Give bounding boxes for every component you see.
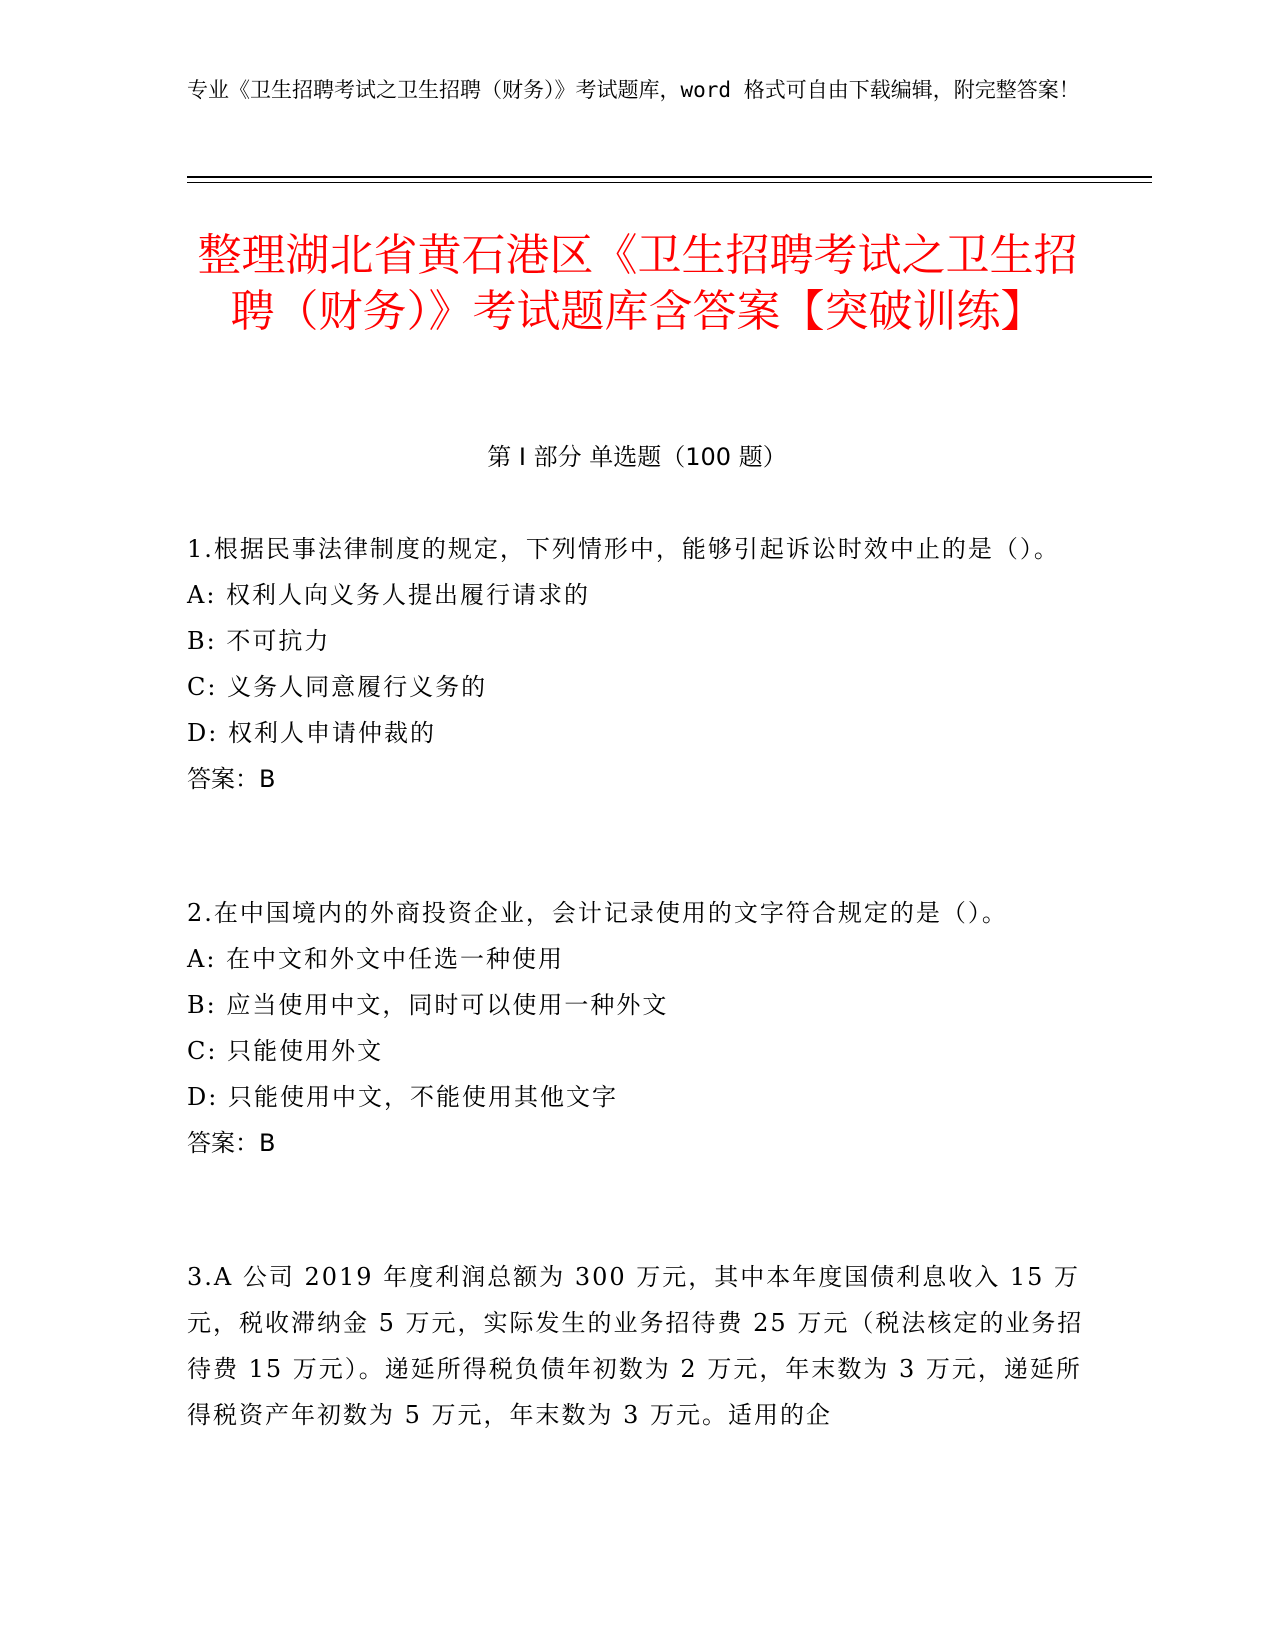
option-d: D: 只能使用中文，不能使用其他文字 [187, 1083, 618, 1111]
option-d: D: 权利人申请仲裁的 [187, 719, 436, 747]
header-divider-thin [187, 182, 1152, 183]
question-stem: 2.在中国境内的外商投资企业，会计记录使用的文字符合规定的是（）。 [187, 899, 1008, 927]
option-a: A: 在中文和外文中任选一种使用 [187, 945, 565, 973]
option-c: C: 义务人同意履行义务的 [187, 673, 488, 701]
question-1 [187, 526, 1087, 802]
option-a: A: 权利人向义务人提出履行请求的 [187, 581, 591, 609]
document-title: 整理湖北省黄石港区《卫生招聘考试之卫生招聘（财务）》考试题库含答案【突破训练】 [197, 230, 1078, 337]
header-divider-thick [187, 176, 1152, 178]
option-c: C: 只能使用外文 [187, 1037, 384, 1065]
option-b: B: 应当使用中文，同时可以使用一种外文 [187, 991, 669, 1019]
answer-line: 答案：B [187, 765, 276, 793]
question-stem: 1.根据民事法律制度的规定，下列情形中，能够引起诉讼时效中止的是（）。 [187, 535, 1060, 563]
section-heading: 第 I 部分 单选题（100 题） [487, 443, 787, 471]
question-3 [187, 1254, 1087, 1438]
option-b: B: 不可抗力 [187, 627, 331, 655]
question-2 [187, 890, 1087, 1166]
question-stem: 3.A 公司 2019 年度利润总额为 300 万元，其中本年度国债利息收入 15 万元，税收滞纳金 5 万元，实际发生的业务招待费 25 万元（税法核定的业务招待费 15 万元）。递延所得税负债年初数为 2 万元，年末数为 3 万元，递延所得税资产年初数为 5 万元，年末数为 3 万元。适用的企 [187, 1263, 1084, 1429]
header-note: 专业《卫生招聘考试之卫生招聘（财务）》考试题库，word 格式可自由下载编辑，附完整答案！ [187, 78, 1080, 102]
answer-line: 答案：B [187, 1129, 276, 1157]
